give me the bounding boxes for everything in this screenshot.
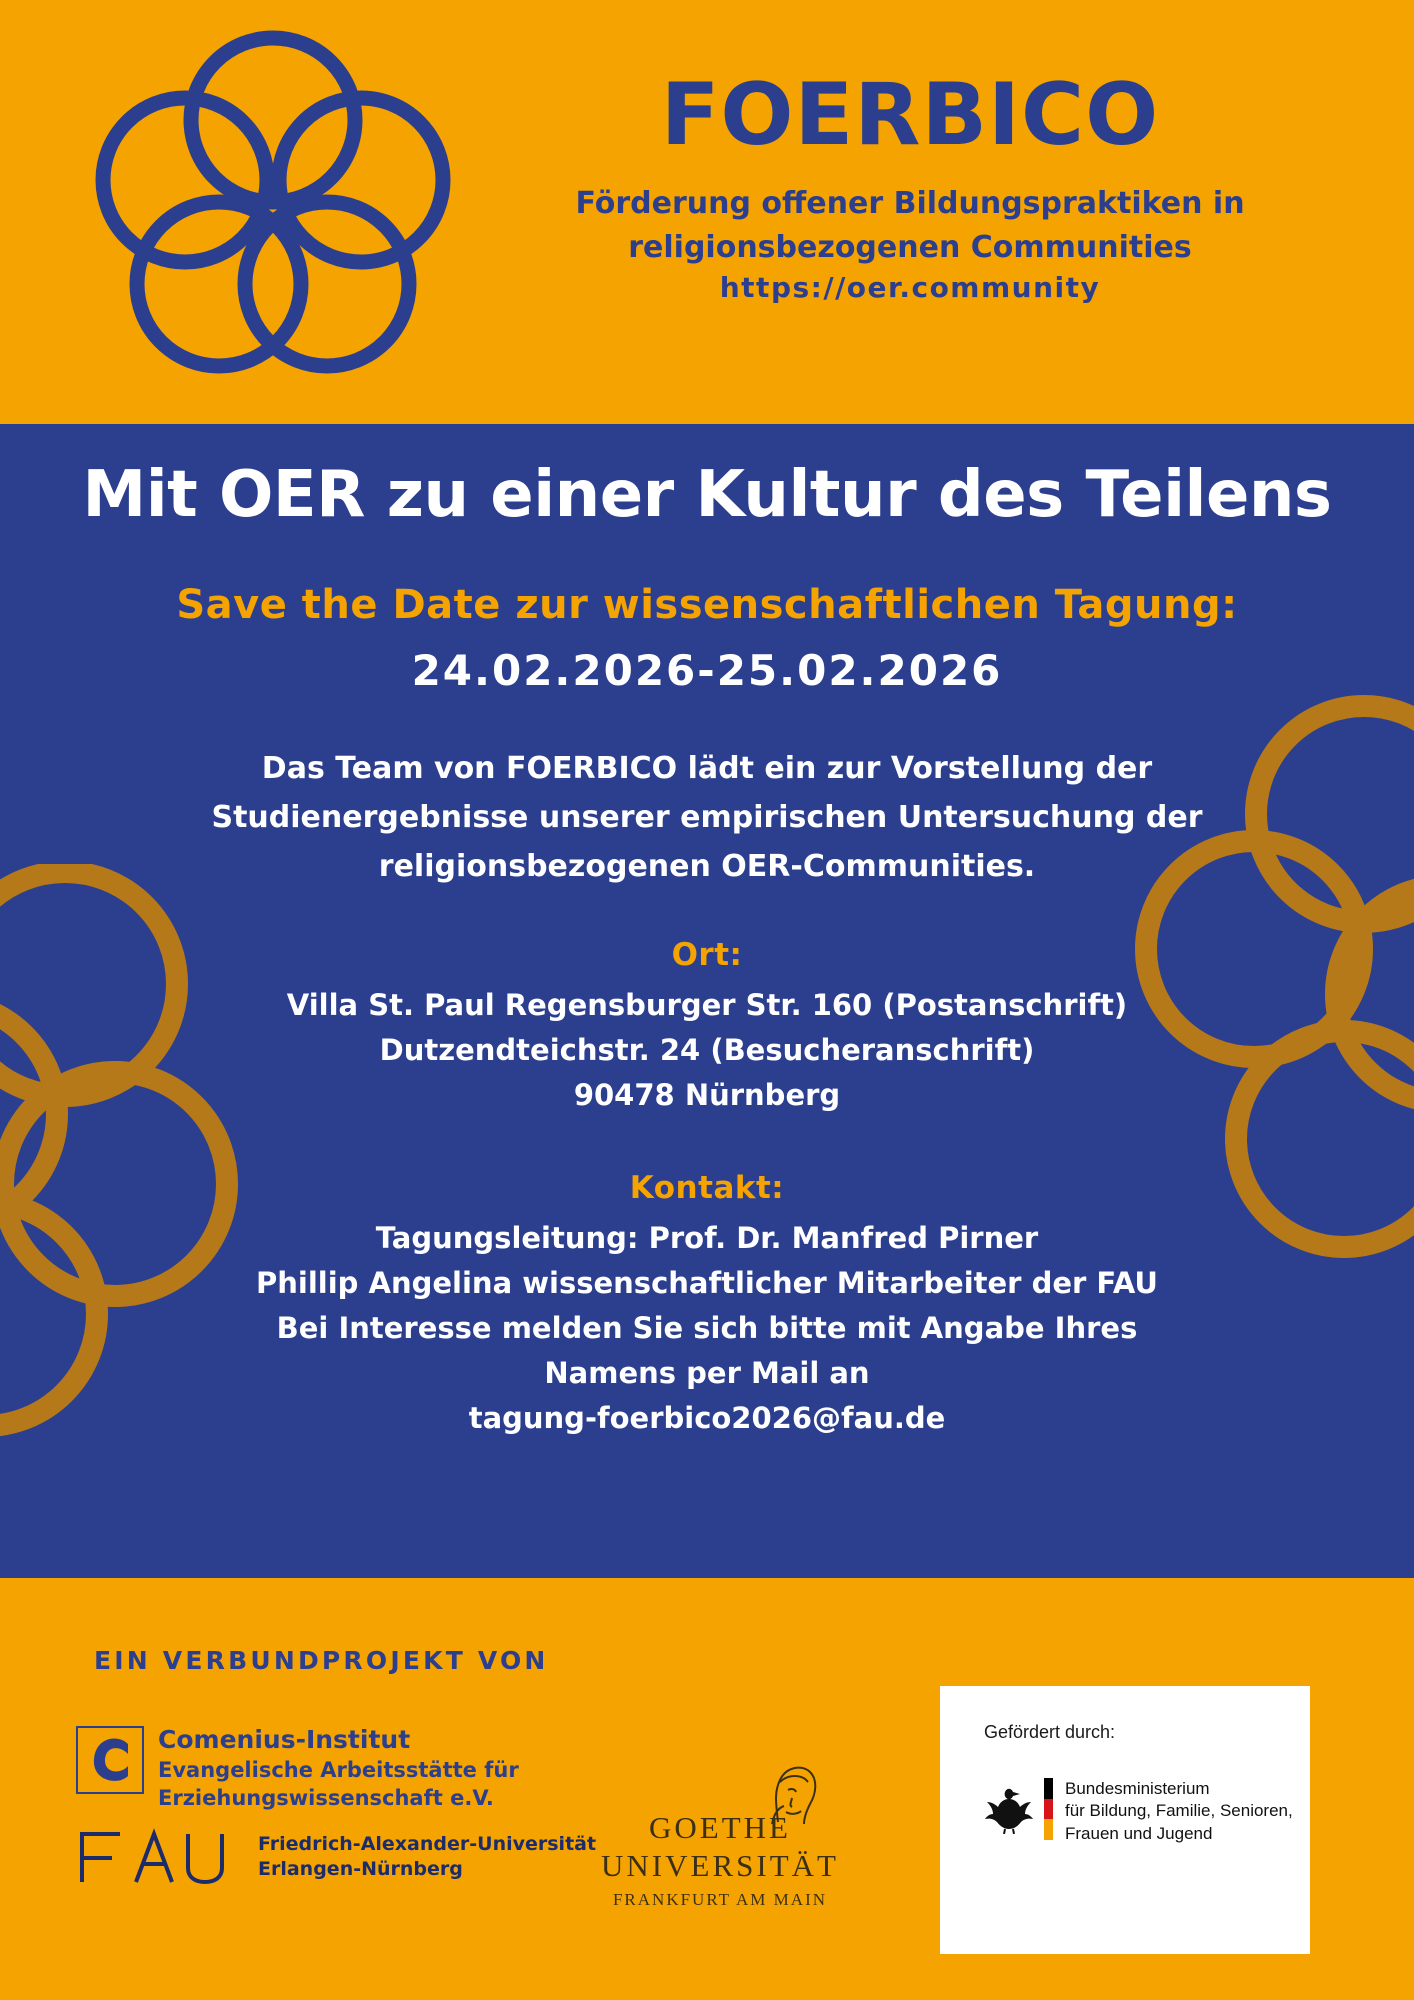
ministry-logo-row xyxy=(984,1778,1293,1845)
fau-mark-icon xyxy=(74,1828,244,1886)
main-content xyxy=(0,424,1414,1441)
save-the-date-label: Save the Date zur wissenschaftlichen Tagung: xyxy=(176,582,1238,629)
poster-footer xyxy=(0,1578,1414,2000)
contact-line-1: Tagungsleitung: Prof. Dr. Manfred Pirner xyxy=(375,1220,1039,1255)
contact-label: Kontakt: xyxy=(629,1169,785,1206)
fau-text-line2: Erlangen-Nürnberg xyxy=(258,1858,463,1880)
address-line-3: 90478 Nürnberg xyxy=(573,1078,841,1113)
ministry-name xyxy=(1065,1778,1293,1845)
comenius-sub-line1: Evangelische Arbeitsstätte für xyxy=(158,1757,519,1782)
fau-text-line1: Friedrich-Alexander-Universität xyxy=(258,1833,597,1856)
location-label: Ort: xyxy=(671,937,743,974)
brand-subtitle-line1: Förderung offener Bildungspraktiken in xyxy=(575,186,1245,222)
header-text-block xyxy=(470,65,1350,305)
contact-email[interactable]: tagung-foerbico2026@fau.de xyxy=(468,1400,946,1435)
partners-kicker: EIN VERBUNDPROJEKT VON xyxy=(94,1646,549,1675)
funding-ministry-box xyxy=(940,1686,1310,1954)
event-dates: 24.02.2026-25.02.2026 xyxy=(411,646,1003,696)
goethe-university-logo xyxy=(590,1810,850,1910)
foerbico-flower-logo xyxy=(88,28,458,398)
comenius-text xyxy=(158,1726,519,1811)
contact-details xyxy=(0,1216,1414,1441)
comenius-sub-line2: Erziehungswissenschaft e.V. xyxy=(158,1786,494,1810)
comenius-institut-logo xyxy=(76,1726,519,1811)
intro-line-1: Das Team von FOERBICO lädt ein zur Vorstellung der xyxy=(261,751,1153,787)
fau-logo xyxy=(74,1828,596,1886)
location-address xyxy=(0,983,1414,1118)
intro-line-3: religionsbezogenen OER-Communities. xyxy=(378,848,1036,884)
intro-paragraph xyxy=(192,745,1222,891)
poster-body xyxy=(0,424,1414,1578)
intro-line-2: Studienergebnisse unserer empirischen Untersuchung der xyxy=(211,799,1203,835)
contact-line-4: Namens per Mail an xyxy=(544,1355,870,1390)
contact-line-3: Bei Interesse melden Sie sich bitte mit Angabe Ihres xyxy=(276,1310,1138,1345)
ministry-name-line3: Frauen und Jugend xyxy=(1065,1823,1213,1843)
goethe-line3: FRANKFURT AM MAIN xyxy=(612,1890,828,1909)
address-line-1: Villa St. Paul Regensburger Str. 160 (Postanschrift) xyxy=(286,988,1128,1023)
ministry-name-line2: für Bildung, Familie, Senioren, xyxy=(1065,1801,1293,1821)
goethe-line2: UNIVERSITÄT xyxy=(601,1848,839,1883)
ministry-name-line1: Bundesministerium xyxy=(1065,1779,1210,1798)
contact-line-2: Phillip Angelina wissenschaftlicher Mitarbeiter der FAU xyxy=(256,1265,1158,1300)
federal-eagle-icon xyxy=(984,1778,1034,1834)
brand-subtitle-line2: religionsbezogenen Communities xyxy=(628,229,1192,265)
poster-header xyxy=(0,0,1414,424)
german-flag-icon xyxy=(1044,1778,1053,1840)
page-title: FOERBICO xyxy=(660,65,1160,165)
address-line-2: Dutzendteichstr. 24 (Besucheranschrift) xyxy=(379,1033,1035,1068)
goethe-line1: GOETHE xyxy=(649,1810,791,1845)
comenius-c-icon xyxy=(76,1726,144,1794)
event-headline: Mit OER zu einer Kultur des Teilens xyxy=(82,458,1332,532)
goethe-portrait-icon xyxy=(758,1756,832,1826)
funded-by-label: Gefördert durch: xyxy=(984,1722,1116,1742)
comenius-name: Comenius-Institut xyxy=(158,1725,411,1754)
fau-text xyxy=(258,1832,596,1881)
project-url[interactable]: https://oer.community xyxy=(719,271,1101,305)
